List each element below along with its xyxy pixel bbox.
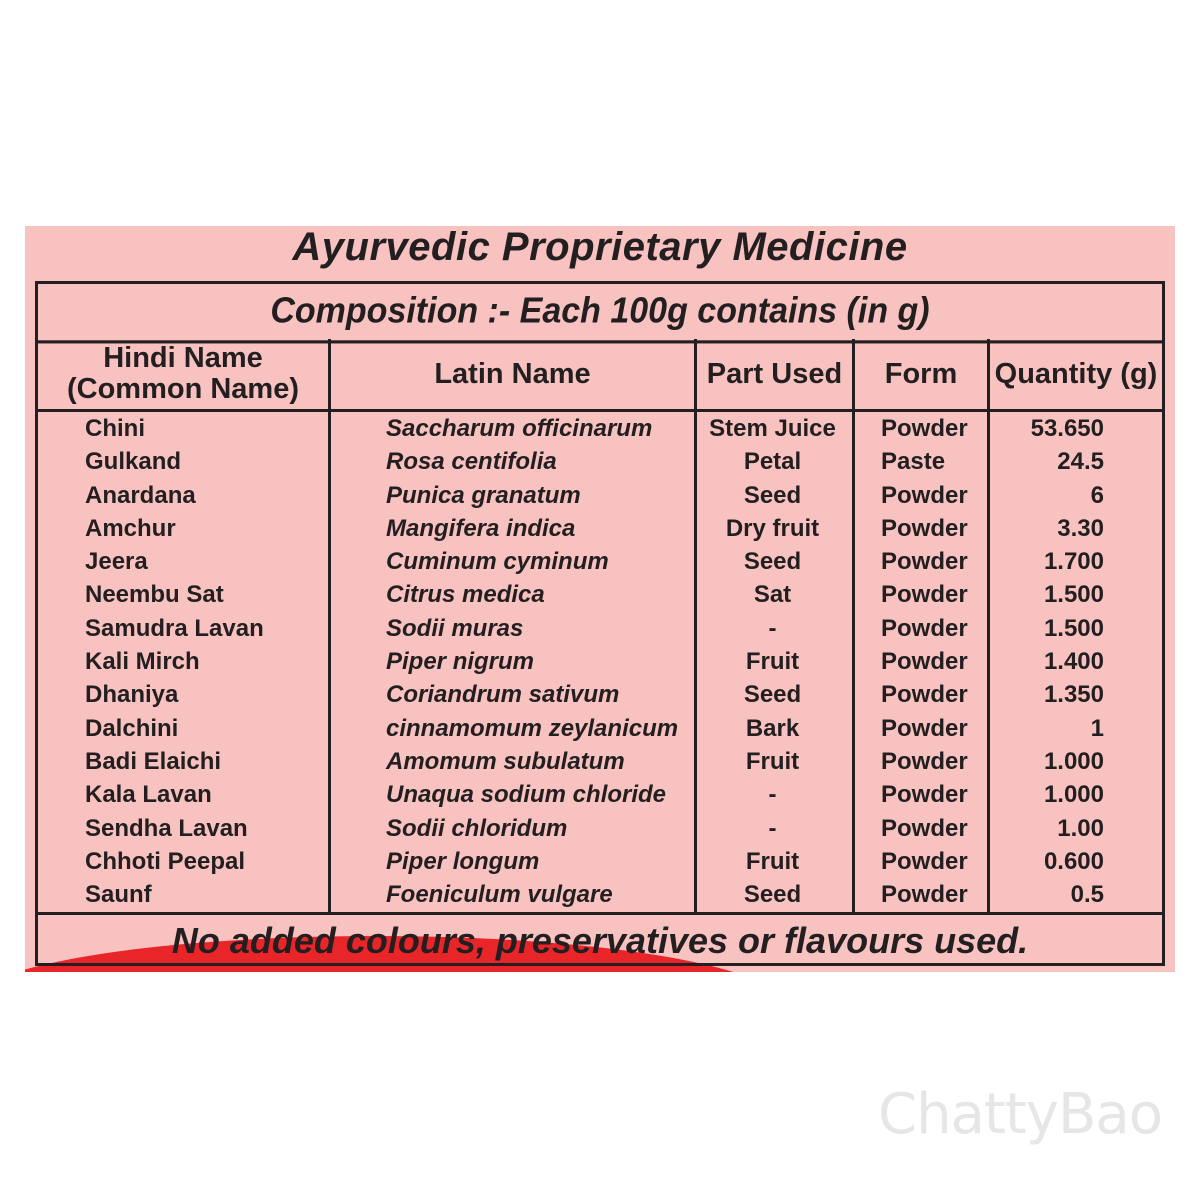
- part-used-cell: -: [768, 781, 777, 809]
- label-panel: [25, 226, 1175, 972]
- latin-name-cell: Sodii muras: [386, 614, 524, 642]
- hindi-name-cell: Kali Mirch: [85, 648, 200, 676]
- hindi-name-cell: Neembu Sat: [85, 581, 224, 609]
- table-row: [38, 878, 1162, 911]
- part-used-cell: Fruit: [745, 847, 800, 875]
- form-cell: Powder: [881, 614, 968, 642]
- part-used-cell: Fruit: [745, 648, 800, 676]
- table-row: [38, 412, 1162, 445]
- form-cell: Paste: [881, 448, 946, 476]
- form-cell: Powder: [881, 581, 968, 609]
- part-used-cell: -: [768, 814, 777, 842]
- form-cell: Powder: [881, 681, 968, 709]
- form-cell: Powder: [881, 847, 968, 875]
- form-cell: Powder: [881, 881, 968, 909]
- table-row: [38, 612, 1162, 645]
- latin-name-cell: Piper nigrum: [386, 648, 535, 676]
- hindi-name-cell: Saunf: [85, 881, 152, 909]
- form-cell: Powder: [881, 548, 968, 576]
- form-cell: Powder: [881, 481, 968, 509]
- hindi-name-cell: Jeera: [85, 548, 148, 576]
- form-cell: Powder: [881, 781, 968, 809]
- footer-note: No added colours, preservatives or flavours used.: [171, 920, 1029, 961]
- quantity-cell: 0.600: [1043, 847, 1104, 875]
- header-hindi-line1: Hindi Name: [103, 342, 263, 374]
- header-hindi-line2: (Common Name): [66, 373, 299, 405]
- header-latin-name: Latin Name: [434, 357, 591, 390]
- part-used-cell: -: [768, 614, 777, 642]
- hindi-name-cell: Dhaniya: [85, 681, 179, 709]
- quantity-cell: 1.700: [1043, 548, 1104, 576]
- quantity-cell: 6: [1090, 481, 1104, 509]
- hindi-name-cell: Chini: [85, 415, 145, 442]
- header-form: Form: [884, 357, 958, 390]
- quantity-cell: 1.00: [1057, 814, 1104, 842]
- part-used-cell: Dry fruit: [725, 514, 820, 542]
- label-title: Ayurvedic Proprietary Medicine: [292, 226, 908, 269]
- quantity-cell: 1.350: [1043, 681, 1104, 709]
- quantity-cell: 53.650: [1030, 415, 1104, 442]
- part-used-cell: Seed: [743, 548, 802, 576]
- quantity-cell: 3.30: [1057, 514, 1104, 542]
- table-row: [38, 778, 1162, 811]
- hindi-name-cell: Chhoti Peepal: [85, 847, 246, 875]
- hindi-name-cell: Dalchini: [85, 714, 179, 742]
- latin-name-cell: Unaqua sodium chloride: [386, 781, 667, 809]
- latin-name-cell: Amomum subulatum: [386, 747, 625, 775]
- hindi-name-cell: Anardana: [85, 481, 196, 509]
- table-row: [38, 745, 1162, 778]
- part-used-cell: Seed: [743, 881, 802, 909]
- latin-name-cell: Citrus medica: [386, 581, 545, 609]
- table-row: [38, 578, 1162, 611]
- part-used-cell: Seed: [743, 481, 802, 509]
- hindi-name-cell: Amchur: [85, 514, 176, 542]
- quantity-cell: 1.000: [1043, 747, 1104, 775]
- table-row: [38, 812, 1162, 845]
- hindi-name-cell: Gulkand: [85, 448, 182, 476]
- part-used-cell: Sat: [753, 581, 792, 609]
- latin-name-cell: Sodii chloridum: [386, 814, 568, 842]
- latin-name-cell: Saccharum officinarum: [386, 415, 653, 442]
- header-quantity: Quantity (g): [994, 357, 1158, 390]
- quantity-cell: 1.500: [1043, 614, 1104, 642]
- quantity-cell: 1.000: [1043, 781, 1104, 809]
- part-used-cell: Fruit: [745, 747, 800, 775]
- latin-name-cell: Cuminum cyminum: [386, 548, 609, 576]
- latin-name-cell: Piper longum: [386, 847, 540, 875]
- table-row: [38, 512, 1162, 545]
- ingredient-rows: [38, 412, 1162, 911]
- table-row: [38, 479, 1162, 512]
- form-cell: Powder: [881, 415, 968, 442]
- form-cell: Powder: [881, 514, 968, 542]
- latin-name-cell: Foeniculum vulgare: [386, 881, 613, 909]
- latin-name-cell: cinnamomum zeylanicum: [386, 714, 679, 742]
- quantity-cell: 0.5: [1070, 881, 1104, 909]
- latin-name-cell: Coriandrum sativum: [386, 681, 620, 709]
- composition-table: [35, 281, 1165, 966]
- part-used-cell: Bark: [745, 714, 800, 742]
- table-row: [38, 545, 1162, 578]
- composition-heading: Composition :- Each 100g contains (in g): [38, 283, 1162, 344]
- latin-name-cell: Rosa centifolia: [386, 448, 557, 476]
- table-row: [38, 445, 1162, 478]
- form-cell: Powder: [881, 747, 968, 775]
- quantity-cell: 24.5: [1057, 448, 1104, 476]
- hindi-name-cell: Badi Elaichi: [85, 747, 222, 775]
- quantity-cell: 1: [1090, 714, 1104, 742]
- part-used-cell: Seed: [743, 681, 802, 709]
- form-cell: Powder: [881, 714, 968, 742]
- hindi-name-cell: Sendha Lavan: [85, 814, 248, 842]
- table-row: [38, 712, 1162, 745]
- form-cell: Powder: [881, 648, 968, 676]
- header-hindi-name: [38, 339, 328, 409]
- part-used-cell: Petal: [743, 448, 802, 476]
- latin-name-cell: Mangifera indica: [386, 514, 576, 542]
- form-cell: Powder: [881, 814, 968, 842]
- watermark-text: ChattyBao: [878, 1082, 1162, 1147]
- hindi-name-cell: Samudra Lavan: [85, 614, 264, 642]
- latin-name-cell: Punica granatum: [386, 481, 581, 509]
- hindi-name-cell: Kala Lavan: [85, 781, 212, 809]
- quantity-cell: 1.400: [1043, 648, 1104, 676]
- table-row: [38, 845, 1162, 878]
- table-row: [38, 645, 1162, 678]
- part-used-cell: Stem Juice: [709, 415, 836, 442]
- quantity-cell: 1.500: [1043, 581, 1104, 609]
- header-part-used: Part Used: [706, 357, 843, 390]
- table-row: [38, 678, 1162, 711]
